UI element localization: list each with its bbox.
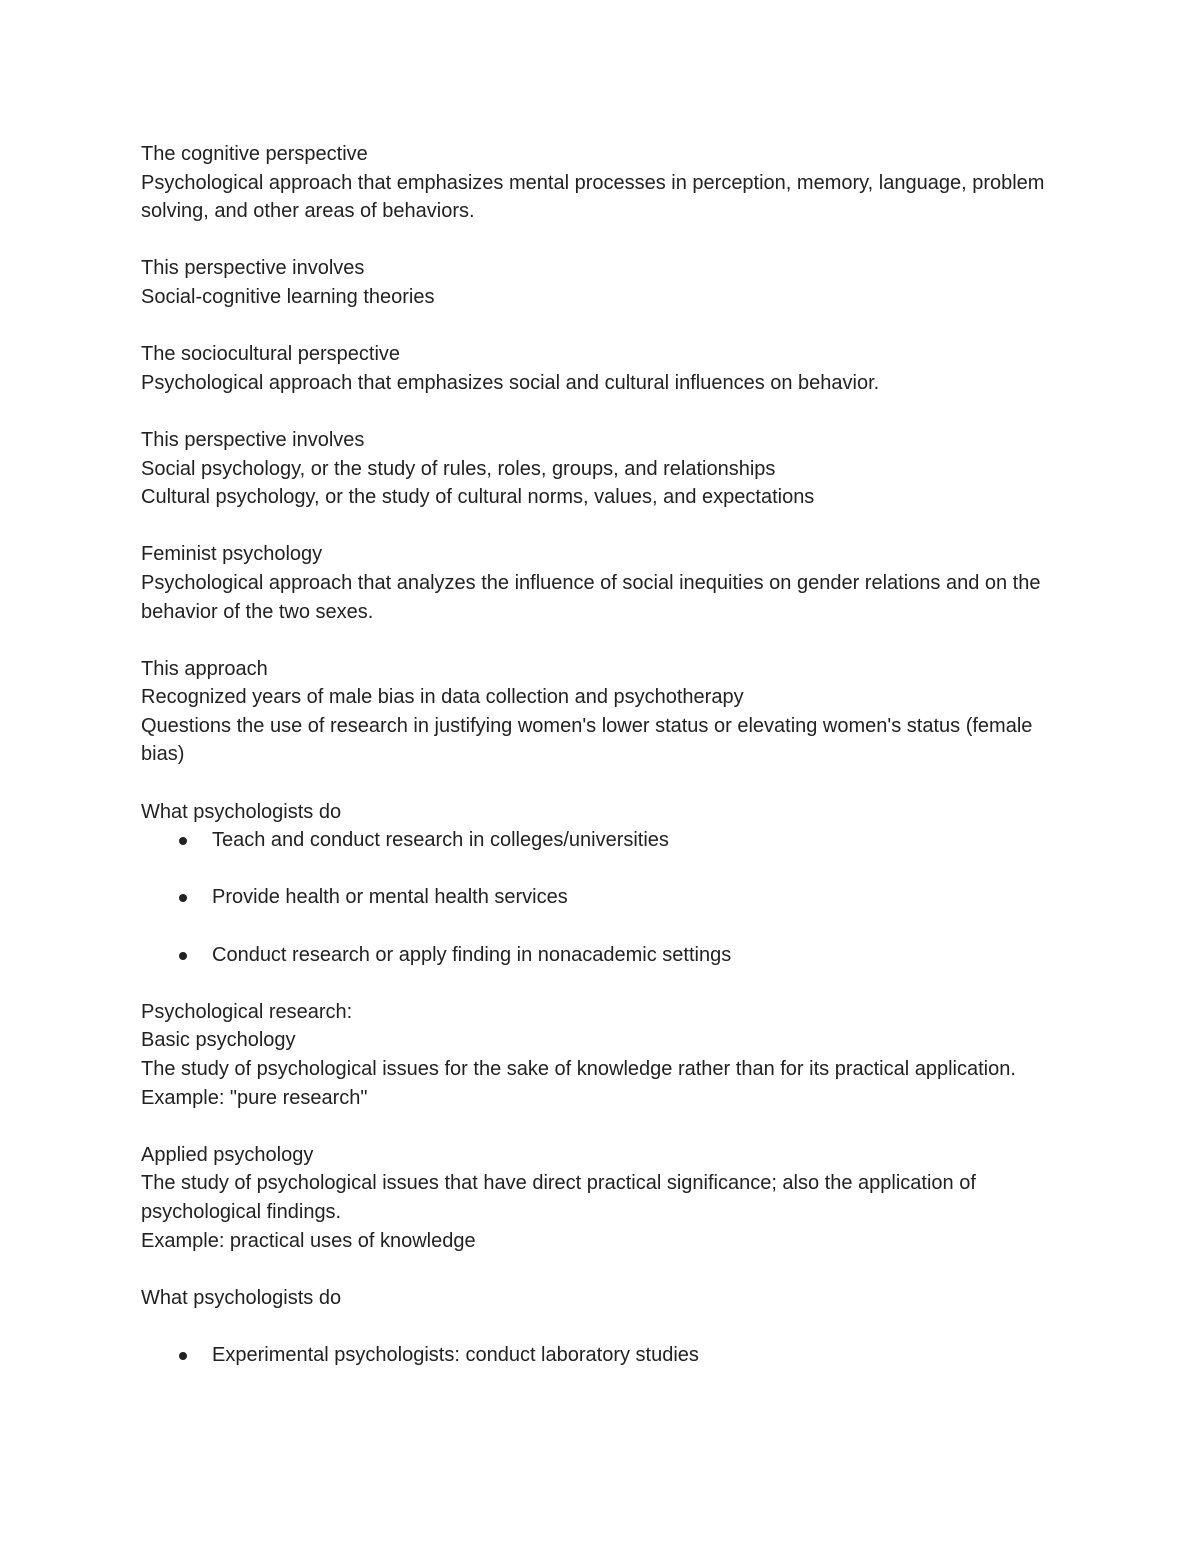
section-body-applied: The study of psychological issues that have direct practical significance; also the application of psychological findings.	[141, 1172, 976, 1223]
document-page	[141, 140, 1071, 1370]
section-example-basic: Example: "pure research"	[141, 1086, 368, 1109]
section-heading-research: Psychological research:	[141, 1000, 353, 1023]
paragraph-gap	[141, 626, 1071, 655]
paragraph-gap	[141, 397, 1071, 426]
section-subheading-basic: Basic psychology	[141, 1029, 296, 1052]
paragraph-gap	[141, 1112, 1071, 1141]
paragraph-gap	[141, 312, 1071, 341]
list-item-text: Provide health or mental health services	[212, 886, 568, 909]
section-line: Social-cognitive learning theories	[141, 285, 435, 308]
section-body-feminist: Psychological approach that analyzes the influence of social inequities on gender relations and on the behavior of the two sexes.	[141, 571, 1041, 623]
section-heading-approach: This approach	[141, 657, 268, 680]
section-heading-applied: Applied psychology	[141, 1143, 314, 1166]
section-body-sociocultural: Psychological approach that emphasizes social and cultural influences on behavior.	[141, 371, 880, 394]
bullet-icon	[179, 894, 187, 902]
list-item-text: Experimental psychologists: conduct laboratory studies	[212, 1343, 699, 1366]
list-item-text: Teach and conduct research in colleges/universities	[212, 829, 669, 852]
bullet-icon	[179, 952, 187, 960]
paragraph-gap	[141, 769, 1071, 798]
paragraph-gap	[141, 512, 1071, 541]
section-body-basic: The study of psychological issues for the sake of knowledge rather than for its practical application.	[141, 1058, 1016, 1080]
paragraph-gap	[141, 969, 1071, 998]
list-item-text: Conduct research or apply finding in nonacademic settings	[212, 943, 732, 966]
paragraph-gap	[141, 1312, 1071, 1341]
section-line: Social psychology, or the study of rules, roles, groups, and relationships	[141, 457, 776, 480]
bullet-icon	[179, 837, 187, 845]
section-heading-involves: This perspective involves	[141, 257, 365, 280]
bullet-list	[141, 826, 1071, 969]
section-heading-sociocultural: The sociocultural perspective	[141, 343, 401, 366]
section-line: Recognized years of male bias in data collection and psychotherapy	[141, 686, 744, 709]
bullet-icon	[179, 1352, 187, 1360]
list-item	[141, 826, 1071, 855]
section-heading-involves: This perspective involves	[141, 428, 365, 451]
section-heading-what-psychologists-do: What psychologists do	[141, 800, 342, 823]
bullet-list	[141, 1341, 1071, 1370]
paragraph-gap	[141, 1255, 1071, 1284]
section-heading-what-psychologists-do: What psychologists do	[141, 1286, 342, 1309]
section-example-applied: Example: practical uses of knowledge	[141, 1229, 476, 1252]
section-heading-cognitive: The cognitive perspective	[141, 143, 368, 165]
section-line: Questions the use of research in justifying women's lower status or elevating women's status (female bias)	[141, 714, 1033, 766]
paragraph-gap	[141, 226, 1071, 255]
list-item	[141, 1341, 1071, 1370]
list-item	[141, 883, 1071, 912]
section-body-cognitive: Psychological approach that emphasizes mental processes in perception, memory, language, problem solving, and other areas of behaviors.	[141, 171, 1045, 223]
section-heading-feminist: Feminist psychology	[141, 543, 323, 566]
list-item	[141, 941, 1071, 970]
section-line: Cultural psychology, or the study of cultural norms, values, and expectations	[141, 486, 815, 509]
